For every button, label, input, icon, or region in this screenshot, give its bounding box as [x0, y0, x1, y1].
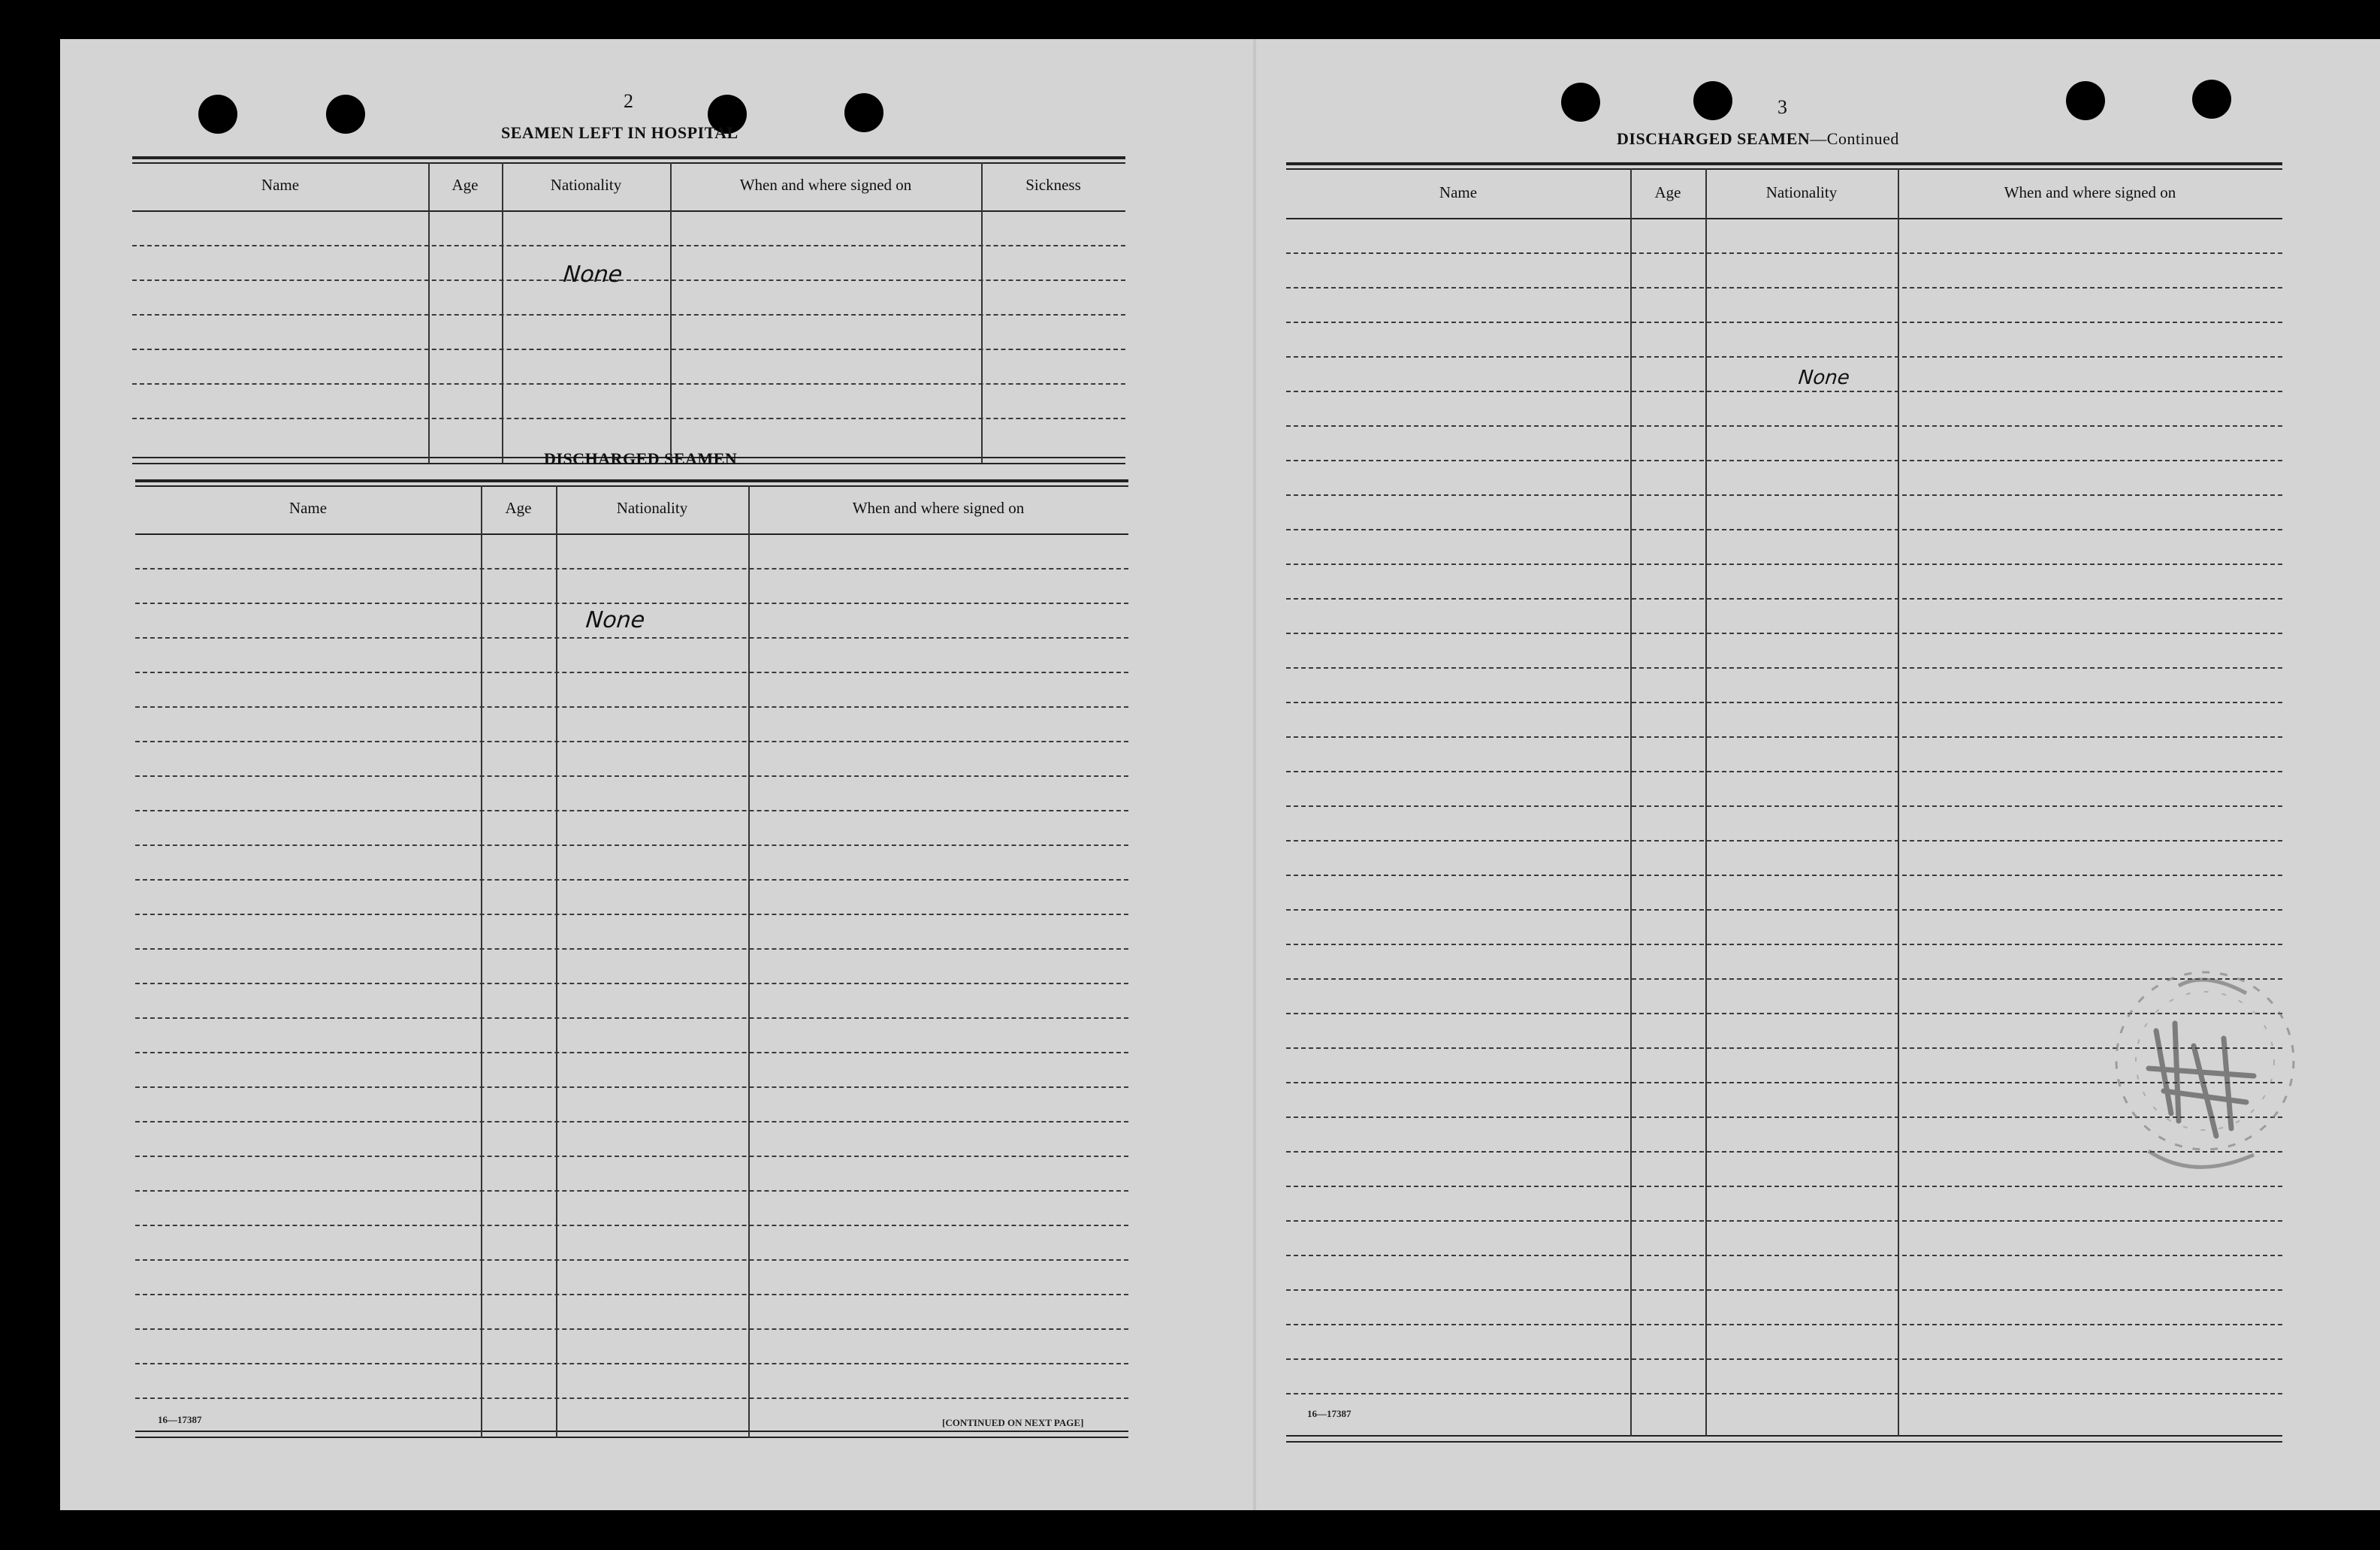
discharged-col-nationality: Nationality — [616, 499, 688, 517]
punch-hole — [326, 95, 365, 134]
discharged-col-age: Age — [505, 499, 532, 517]
hospital-col-age: Age — [452, 176, 479, 194]
discharged-table-left — [135, 479, 1128, 1447]
punch-hole — [2192, 80, 2231, 119]
page-number-left: 2 — [624, 90, 633, 112]
right-col-signed-on: When and where signed on — [2004, 183, 2176, 201]
discharged-section-title: DISCHARGED SEAMEN — [544, 449, 738, 468]
hospital-col-signed-on: When and where signed on — [739, 176, 912, 194]
hospital-table — [132, 156, 1125, 466]
discharged-continued-title — [1617, 129, 1899, 149]
form-number-right: 16—17387 — [1307, 1408, 1352, 1419]
hospital-col-name: Name — [261, 176, 300, 194]
right-col-name: Name — [1439, 183, 1478, 201]
document-sheet — [60, 39, 2380, 1510]
punch-hole — [1561, 83, 1600, 122]
punch-hole — [198, 95, 237, 134]
right-col-age: Age — [1654, 183, 1681, 201]
discharged-col-name: Name — [288, 499, 328, 517]
punch-hole — [1693, 81, 1732, 120]
page-number-right: 3 — [1777, 96, 1787, 118]
discharged-table-right — [1286, 162, 2282, 1449]
hospital-col-nationality: Nationality — [550, 176, 622, 194]
discharged-continued-title-main: DISCHARGED SEAMEN — [1617, 129, 1811, 148]
discharged-entry-none-left: None — [584, 607, 647, 633]
punch-hole — [2066, 81, 2105, 120]
punch-hole — [844, 93, 883, 132]
faded-stamp — [2104, 941, 2306, 1189]
hospital-section-title: SEAMEN LEFT IN HOSPITAL — [501, 123, 738, 142]
form-number-left: 16—17387 — [158, 1414, 202, 1425]
continued-note: [CONTINUED ON NEXT PAGE] — [942, 1417, 1084, 1428]
discharged-col-signed-on: When and where signed on — [852, 499, 1025, 517]
right-col-nationality: Nationality — [1765, 183, 1838, 201]
hospital-col-sickness: Sickness — [1025, 176, 1081, 194]
discharged-entry-none-right: None — [1797, 367, 1851, 389]
page-fold — [1253, 39, 1256, 1510]
hospital-entry-none: None — [562, 261, 624, 288]
discharged-continued-suffix: —Continued — [1810, 129, 1899, 148]
